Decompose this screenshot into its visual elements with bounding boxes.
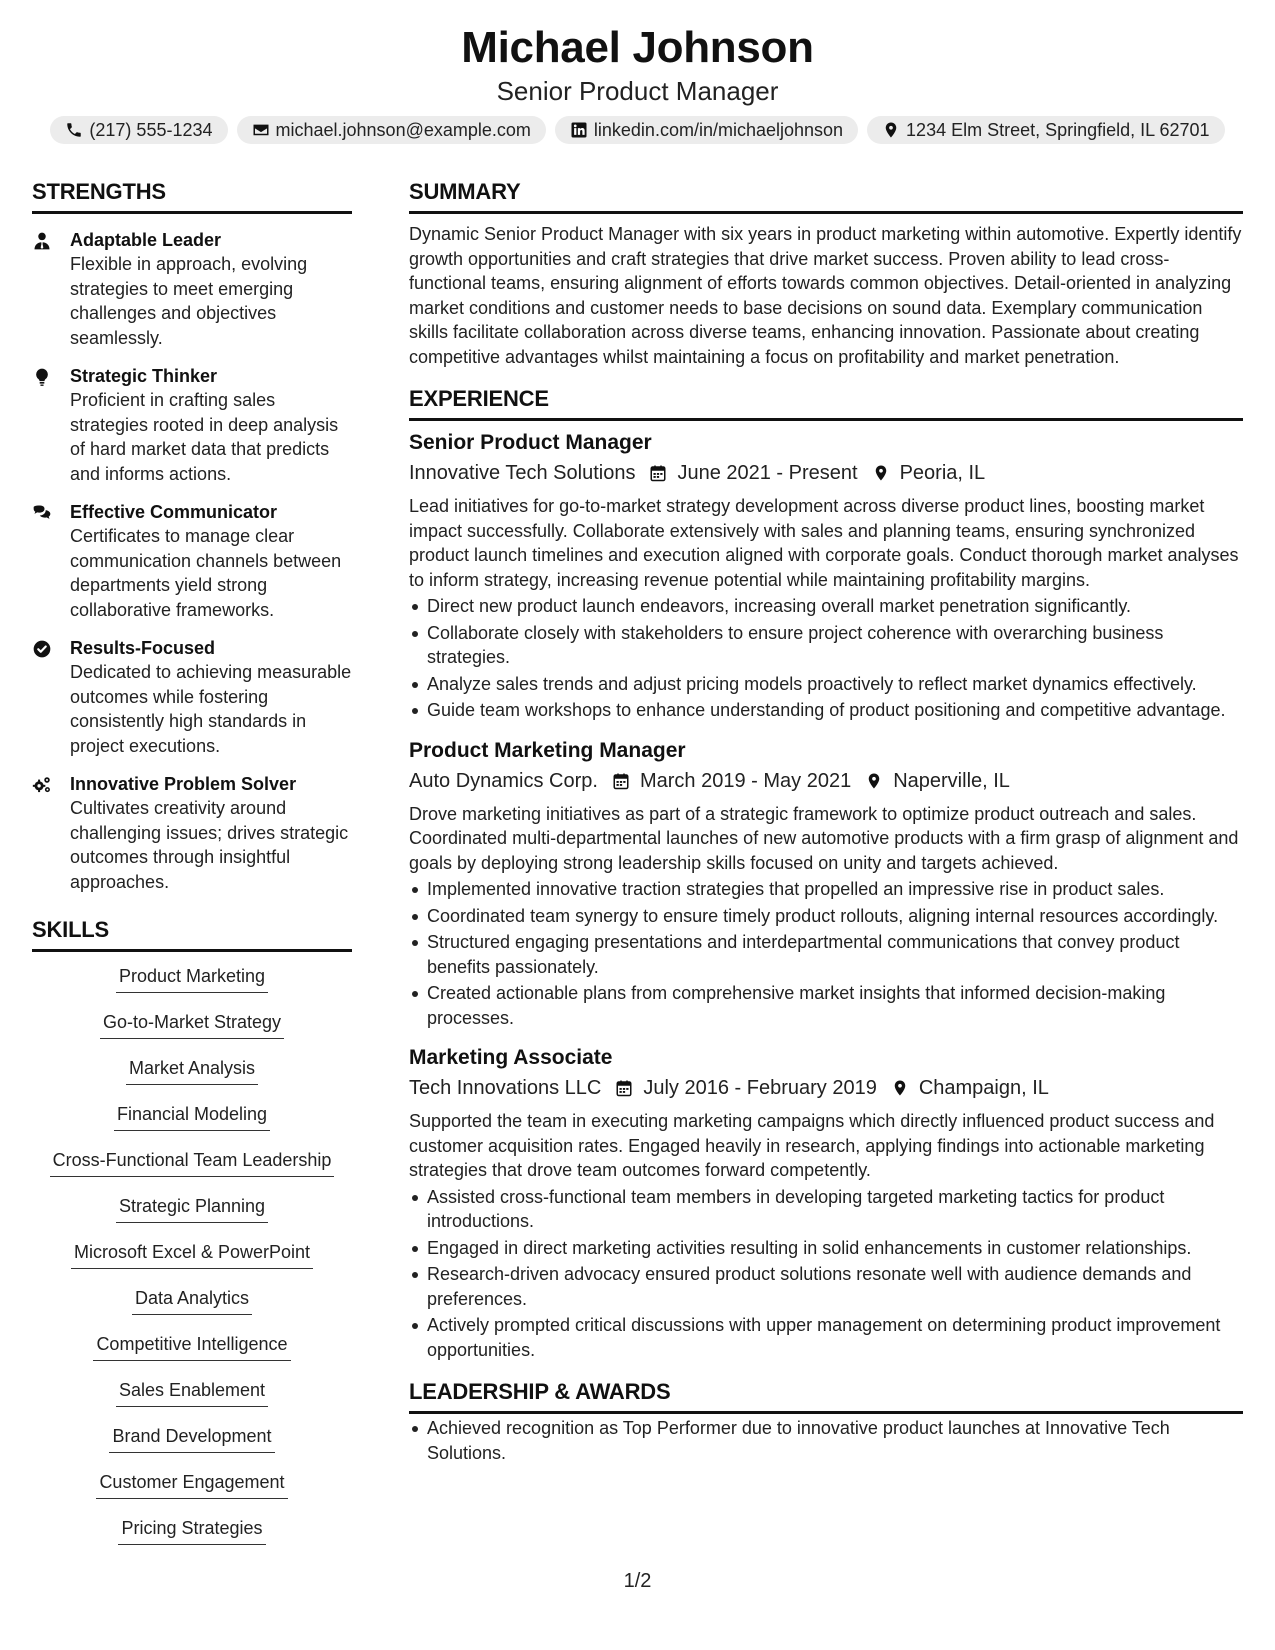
envelope-icon [252,121,270,139]
comments-icon [32,503,52,523]
strength-desc: Proficient in crafting sales strategies rooted in deep analysis of hard market data that predicts and informs actions. [70,390,339,484]
job-meta [409,1073,1243,1103]
skill-item: Brand Development [109,1424,274,1453]
skill-item: Competitive Intelligence [93,1332,290,1361]
user-tie-icon [32,231,52,251]
strengths-heading: STRENGTHS [32,178,352,214]
job-title: Senior Product Manager [409,431,652,454]
phone-text: (217) 555-1234 [89,119,213,140]
job-entry [409,429,1243,723]
strength-item [32,364,352,486]
strength-desc: Dedicated to achieving measurable outcomes while fostering consistently high standards in project executions. [70,662,352,756]
job-location: Peoria, IL [899,462,986,484]
strength-desc: Cultivates creativity around challenging issues; drives strategic outcomes through insightful approaches. [70,798,349,892]
contact-linkedin[interactable] [555,116,858,144]
calendar-icon [649,464,667,482]
job-meta [409,766,1243,796]
strength-title: Strategic Thinker [70,366,218,386]
contact-phone[interactable] [50,116,227,144]
bullet-item: Research-driven advocacy ensured product solutions resonate well with audience demands and preferences. [409,1262,1243,1311]
candidate-title: Senior Product Manager [496,76,779,106]
contact-email[interactable] [237,116,546,144]
contact-bar [0,116,1275,144]
job-bullets [409,594,1243,723]
strength-item [32,500,352,622]
job-entry [409,1044,1243,1362]
page-number: 1/2 [623,1570,652,1592]
skill-item: Product Marketing [116,964,268,993]
bullet-item: Coordinated team synergy to ensure timely product rollouts, aligning internal resources accordingly. [409,904,1243,929]
job-location: Naperville, IL [893,769,1010,792]
summary-text: Dynamic Senior Product Manager with six years in product marketing within automotive. Expertly identify growth opportunities and craft strategies that drive market success. Proven ability to lead cross-functional teams, ensuring alignment of efforts towards common objectives. Detail-oriented in analyzing market conditions and customer needs to base decisions on sound data. Exemplary communication skills facilitate collaboration across diverse teams, enhancing innovation. Passionate about creating competitive advantages whilst maintaining a focus on profitability and market penetration. [409,224,1242,367]
strength-title: Results-Focused [70,638,216,658]
job-company: Auto Dynamics Corp. [409,769,598,792]
candidate-name: Michael Johnson [461,23,814,72]
job-title: Marketing Associate [409,1046,613,1069]
strength-item [32,636,352,758]
summary-heading: SUMMARY [409,178,1243,214]
skill-item: Customer Engagement [96,1470,287,1499]
skill-item: Market Analysis [126,1056,258,1085]
lightbulb-icon [32,367,52,387]
right-column [409,178,1243,1467]
skill-item: Cross-Functional Team Leadership [50,1148,335,1177]
job-dates: June 2021 - Present [677,462,858,484]
skill-item: Financial Modeling [114,1102,270,1131]
skill-item: Data Analytics [132,1286,252,1315]
address-text: 1234 Elm Street, Springfield, IL 62701 [906,119,1210,140]
map-marker-icon [891,1079,909,1097]
job-description: Drove marketing initiatives as part of a strategic framework to optimize product outreach and sales. Coordinated multi-departmental launches of new automotive products with a firm grasp of alignment and goals by deploying strong leadership skills focused on unity and targets achieved. [409,803,1239,873]
job-bullets [409,877,1243,1030]
job-meta [409,458,1243,488]
calendar-icon [612,772,630,790]
bullet-item: Engaged in direct marketing activities resulting in solid enhancements in customer relationships. [409,1236,1243,1261]
strength-item [32,228,352,350]
skill-item: Sales Enablement [116,1378,268,1407]
email-text: michael.johnson@example.com [275,119,531,140]
skill-item: Pricing Strategies [118,1516,265,1545]
strength-item [32,772,352,894]
bullet-item: Guide team workshops to enhance understanding of product positioning and competitive advantage. [409,698,1243,723]
bullet-item: Implemented innovative traction strategies that propelled an impressive rise in product sales. [409,877,1243,902]
left-column [32,178,352,1562]
bullet-item: Assisted cross-functional team members in developing targeted marketing tactics for product introductions. [409,1185,1243,1234]
bullet-item: Achieved recognition as Top Performer due to innovative product launches at Innovative Tech Solutions. [409,1416,1243,1465]
skills-heading: SKILLS [32,916,352,952]
bullet-item: Actively prompted critical discussions with upper management on determining product improvement opportunities. [409,1313,1243,1362]
job-title: Product Marketing Manager [409,738,686,762]
check-circle-icon [32,639,52,659]
job-company: Innovative Tech Solutions [409,462,636,484]
map-marker-icon [865,772,883,790]
strength-title: Adaptable Leader [70,230,222,250]
skill-item: Strategic Planning [116,1194,268,1223]
bullet-item: Collaborate closely with stakeholders to ensure project coherence with overarching business strategies. [409,621,1243,670]
calendar-icon [615,1079,633,1097]
cogs-icon [32,775,52,795]
bullet-item: Created actionable plans from comprehensive market insights that informed decision-making processes. [409,981,1243,1030]
job-dates: March 2019 - May 2021 [639,769,852,792]
bullet-item: Structured engaging presentations and interdepartmental communications that convey product benefits passionately. [409,930,1243,979]
leadership-bullets [409,1416,1243,1465]
strength-title: Effective Communicator [70,502,278,522]
bullet-item: Analyze sales trends and adjust pricing models proactively to reflect market dynamics effectively. [409,672,1243,697]
job-description: Lead initiatives for go-to-market strategy development across diverse product lines, boosting market impact successfully. Collaborate extensively with sales and planning teams, ensuring synchronized product launch timelines and execution aligned with corporate goals. Conduct thorough market analyses to inform strategy, increasing revenue potential while maintaining profitability margins. [409,496,1239,590]
linkedin-icon [570,121,588,139]
job-bullets [409,1185,1243,1363]
resume-header [0,0,1275,144]
leadership-heading: LEADERSHIP & AWARDS [409,1378,1243,1414]
strength-desc: Flexible in approach, evolving strategies to meet emerging challenges and objectives seamlessly. [70,254,308,348]
job-location: Champaign, IL [918,1077,1049,1099]
strengths-list [32,228,352,894]
linkedin-text: linkedin.com/in/michaeljohnson [593,119,844,140]
skill-item: Go-to-Market Strategy [100,1010,284,1039]
contact-address[interactable] [867,116,1225,144]
strength-desc: Certificates to manage clear communication channels between departments yield strong collaborative frameworks. [70,526,342,620]
bullet-item: Direct new product launch endeavors, increasing overall market penetration significantly. [409,594,1243,619]
strength-title: Innovative Problem Solver [70,774,297,794]
phone-icon [65,121,83,139]
job-description: Supported the team in executing marketing campaigns which directly influenced product success and customer acquisition rates. Engaged heavily in research, applying findings into actionable marketing strategies that drove team outcomes forward competently. [409,1111,1215,1180]
experience-heading: EXPERIENCE [409,385,1243,421]
map-marker-icon [872,464,890,482]
job-dates: July 2016 - February 2019 [643,1077,877,1099]
skill-item: Microsoft Excel & PowerPoint [71,1240,313,1269]
map-marker-icon [882,121,900,139]
skills-list [32,964,352,1562]
job-entry [409,737,1243,1031]
job-company: Tech Innovations LLC [409,1077,602,1099]
